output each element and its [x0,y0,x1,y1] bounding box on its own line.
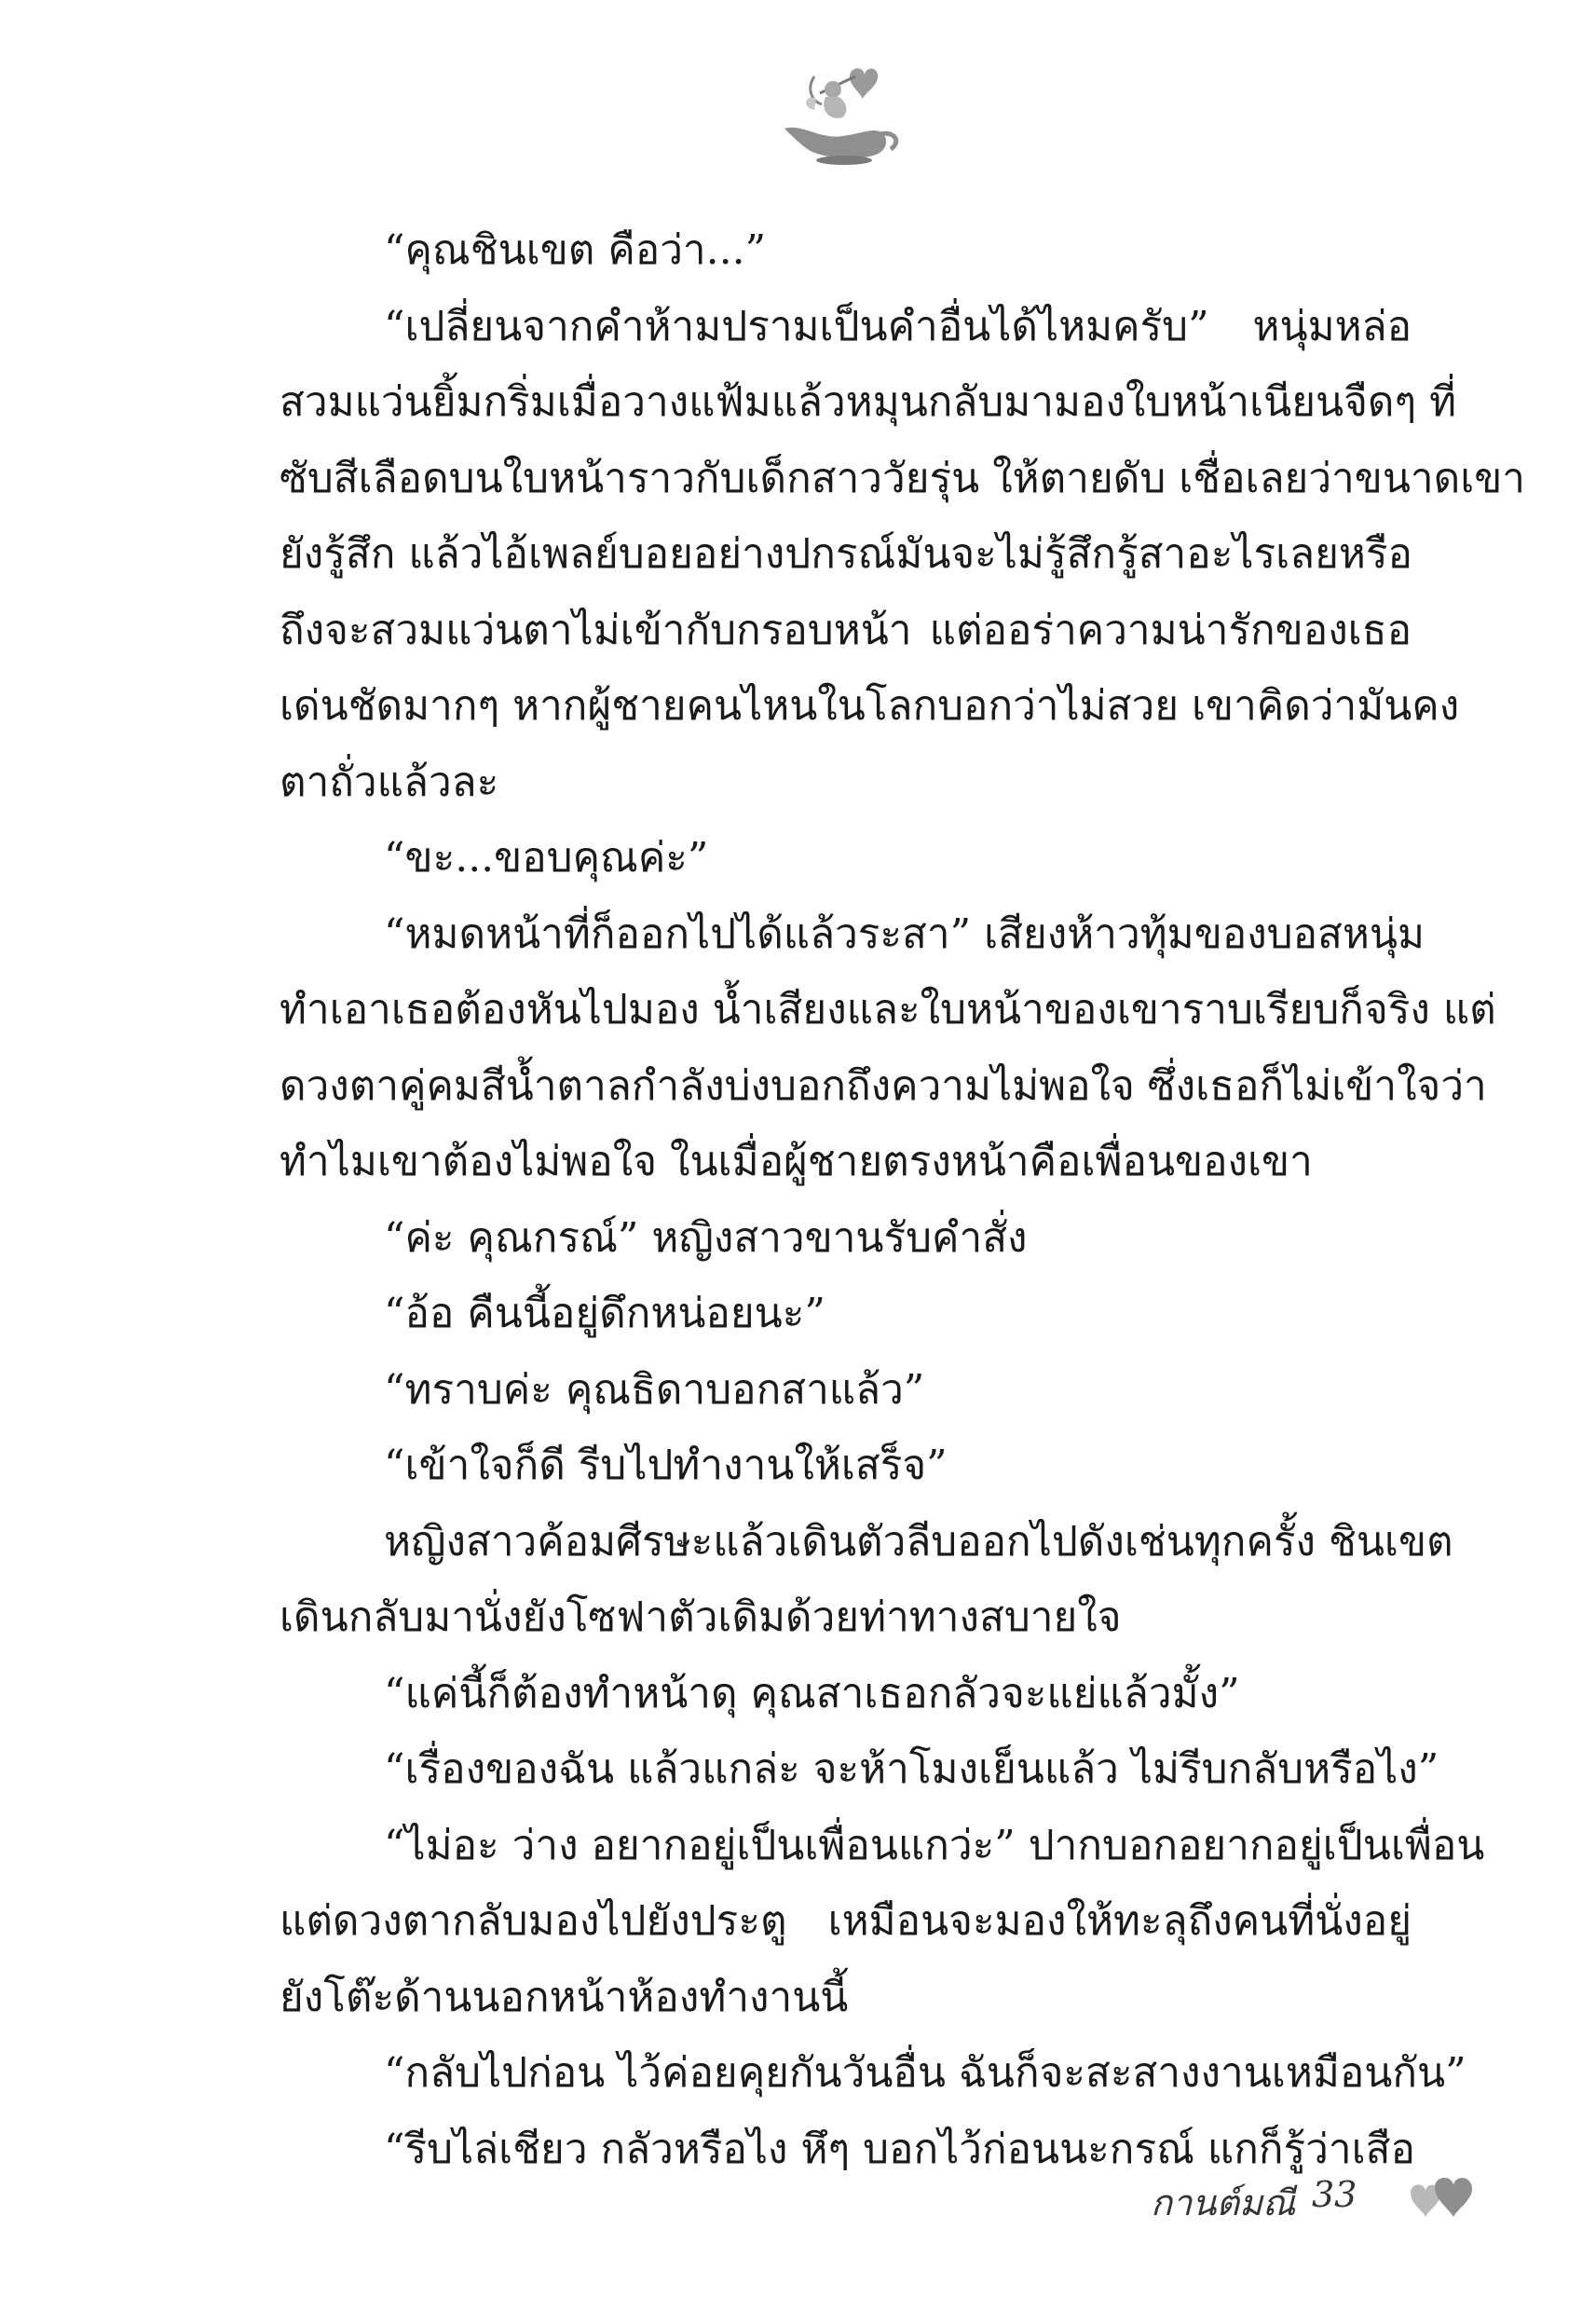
text-line: ดวงตาคู่คมสีน้ำตาลกำลังบ่งบอกถึงความไม่พอใจ ซึ่งเธอก็ไม่เข้าใจว่า [280,1061,1487,1110]
hearts-ornament-icon [1398,2167,1481,2222]
text-line: ซับสีเลือดบนใบหน้าราวกับเด็กสาววัยรุ่น ให้ตายดับ เชื่อเลยว่าขนาดเขา [280,454,1526,502]
text-line: “เรื่องของฉัน แล้วแกล่ะ จะห้าโมงเย็นแล้ว ไม่รีบกลับหรือไง” [384,1745,1439,1793]
text-line: “หมดหน้าที่ก็ออกไปได้แล้วระสา” เสียงห้าวทุ้มของบอสหนุ่ม [384,909,1425,958]
text-line: “เข้าใจก็ดี รีบไปทำงานให้เสร็จ” [384,1442,948,1489]
text-line: “รีบไล่เชียว กลัวหรือไง หึๆ บอกไว้ก่อนนะกรณ์ แกก็รู้ว่าเสือ [384,2125,1415,2173]
text-line: “กลับไปก่อน ไว้ค่อยคุยกันวันอื่น ฉันก็จะสะสางงานเหมือนกัน” [384,2049,1466,2097]
body-text [280,212,1526,2187]
text-line: “ขะ...ขอบคุณค่ะ” [384,834,709,882]
text-line: ทำเอาเธอต้องหันไปมอง น้ำเสียงและใบหน้าของเขาราบเรียบก็จริง แต่ [280,986,1496,1033]
text-line: ยังโต๊ะด้านนอกหน้าห้องทำงานนี้ [280,1973,849,2021]
text-line: “คุณชินเขต คือว่า...” [384,226,767,274]
page-footer [0,2167,1596,2232]
text-line: ตาถั่วแล้วละ [280,758,499,806]
text-line: “ค่ะ คุณกรณ์” หญิงสาวขานรับคำสั่ง [384,1213,1028,1262]
teapot-cupid-ornament-icon [764,56,913,168]
text-line: เด่นชัดมากๆ หากผู้ชายคนไหนในโลกบอกว่าไม่สวย เขาคิดว่ามันคง [280,682,1460,730]
text-line: ถึงจะสวมแว่นตาไม่เข้ากับกรอบหน้า แต่ออร่าความน่ารักของเธอ [280,606,1412,654]
text-line: “อ้อ คืนนี้อยู่ดึกหน่อยนะ” [384,1290,825,1337]
text-line: หญิงสาวค้อมศีรษะแล้วเดินตัวลีบออกไปดังเช่นทุกครั้ง ชินเขต [384,1517,1453,1566]
text-line: “แค่นี้ก็ต้องทำหน้าดุ คุณสาเธอกลัวจะแย่แล้วมั้ง” [384,1669,1240,1717]
text-line: ทำไมเขาต้องไม่พอใจ ในเมื่อผู้ชายตรงหน้าคือเพื่อนของเขา [280,1138,1313,1185]
text-line: “ไม่อะ ว่าง อยากอยู่เป็นเพื่อนแกว่ะ” ปากบอกอยากอยู่เป็นเพื่อน [384,1821,1485,1869]
text-line: แต่ดวงตากลับมองไปยังประตู เหมือนจะมองให้ทะลุถึงคนที่นั่งอยู่ [280,1897,1412,1945]
text-line: สวมแว่นยิ้มกริ่มเมื่อวางแฟ้มแล้วหมุนกลับมามองใบหน้าเนียนจืดๆ ที่ [280,378,1457,426]
text-line: “ทราบค่ะ คุณธิดาบอกสาแล้ว” [384,1365,925,1414]
page-number: 33 [1312,2174,1357,2215]
text-line: “เปลี่ยนจากคำห้ามปรามเป็นคำอื่นได้ไหมครับ” หนุ่มหล่อ [384,302,1412,350]
book-title: กานต์มณี [1151,2182,1296,2223]
text-line: เดินกลับมานั่งยังโซฟาตัวเดิมด้วยท่าทางสบายใจ [280,1593,1122,1641]
text-line: ยังรู้สึก แล้วไอ้เพลย์บอยอย่างปกรณ์มันจะไม่รู้สึกรู้สาอะไรเลยหรือ [280,530,1412,578]
